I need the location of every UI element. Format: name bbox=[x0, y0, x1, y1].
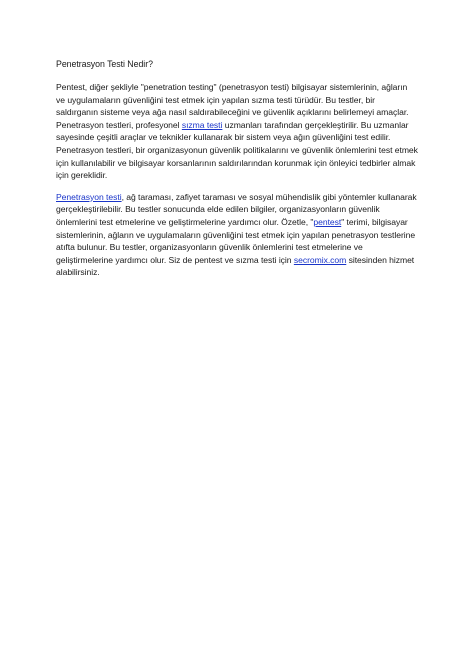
paragraph-text: " terimi, bilgisayar sistemlerinin, ağların ve uygulamaların güvenliğini test etmek için yapılan penetrasyon testlerine atıfta bulunur. Bu testler, organizasyonların güvenlik önlemlerini test etmelerine ve geliştirmelerine yardımcı olur. Siz de pentest ve sızma testi için bbox=[56, 216, 416, 265]
document-body bbox=[56, 58, 418, 288]
paragraph-text: Pentest, diğer şekliyle "penetration testing" (penetrasyon testi) bilgisayar sistemlerinin, ağların ve uygulamaların güvenliğini test etmek için yapılan sızma testi türüdür. Bu testler, bir saldırganın sisteme veya ağa nasıl saldırabileceğini ve güvenlik açıklarını belirlemeyi amaçlar. Penetrasyon testleri, profesyonel bbox=[56, 82, 409, 130]
paragraph-intro bbox=[56, 81, 418, 182]
paragraph-methods bbox=[56, 191, 418, 279]
link-secromix[interactable]: secromix.com bbox=[293, 254, 347, 265]
paragraph-text: , ağ taraması, zafiyet taraması ve sosyal mühendislik gibi yöntemler kullanarak gerçekleştirilebilir. Bu testler sonucunda elde edilen bilgiler, organizasyonların güvenlik önlemlerini test etmelerine ve geliştirmelerine yardımcı olur. Özetle, " bbox=[56, 191, 417, 227]
link-sizma-testi[interactable]: sızma testi bbox=[181, 119, 223, 130]
paragraph-text: uzmanları tarafından gerçekleştirilir. Bu uzmanlar sayesinde çeşitli araçlar ve teknikler kullanarak bir sistem veya ağın güvenliğini test edilir. Penetrasyon testleri, bir organizasyonun güvenlik politikalarını ve güvenlik önlemlerini test etmek için kullanılabilir ve bilgisayar korsanlarının saldırılarından korunmak için önleyici tedbirler almak için gereklidir. bbox=[56, 119, 418, 181]
paragraph-text: sitesinden hizmet alabilirsiniz. bbox=[56, 254, 415, 278]
link-pentest[interactable]: pentest bbox=[313, 216, 342, 227]
link-penetrasyon-testi[interactable]: Penetrasyon testi bbox=[56, 191, 122, 202]
document-title: Penetrasyon Testi Nedir? bbox=[56, 59, 153, 69]
